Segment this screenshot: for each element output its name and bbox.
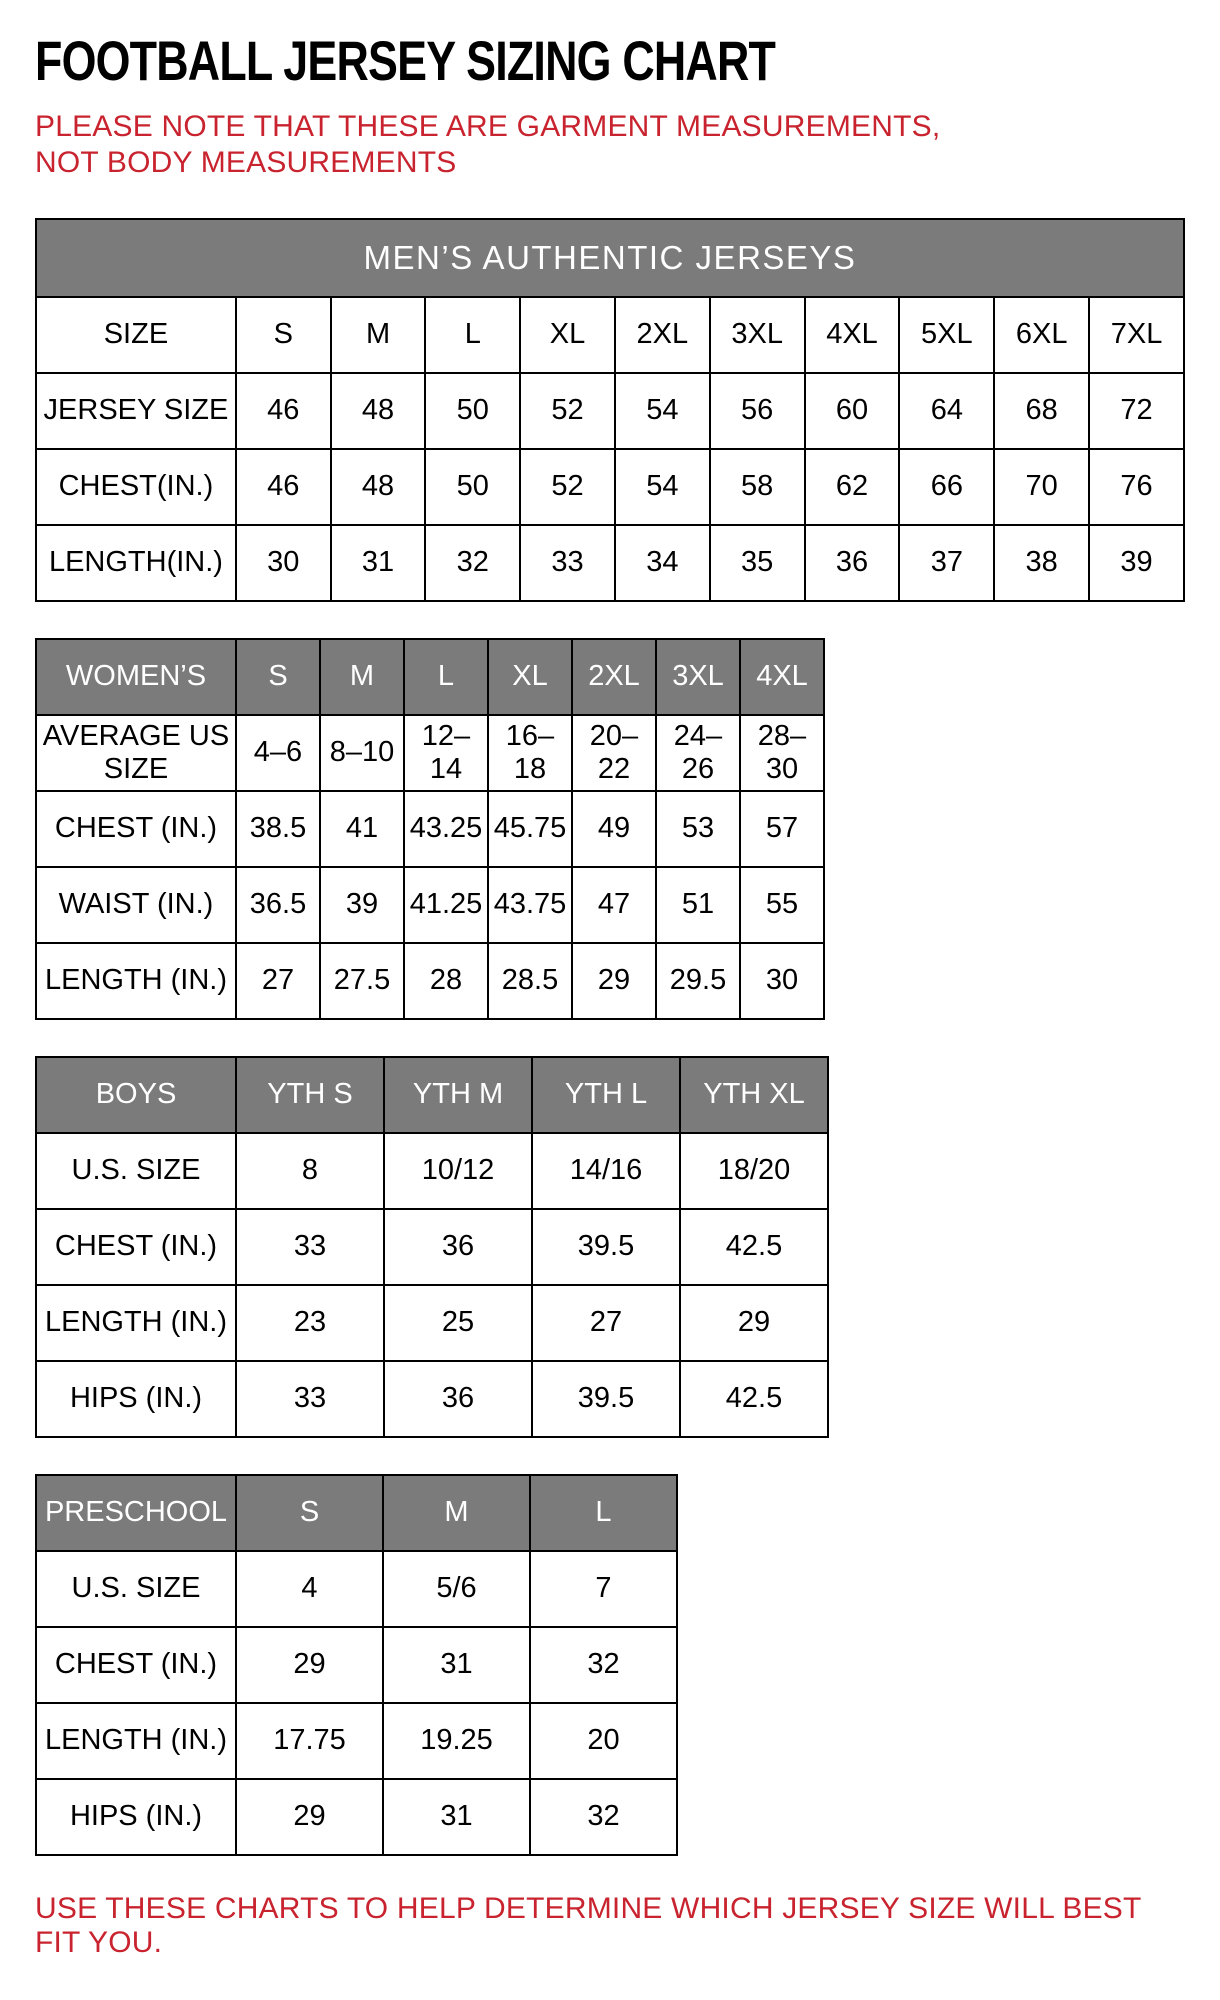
mens-cell: 36 xyxy=(805,525,900,601)
mens-cell: 34 xyxy=(615,525,710,601)
mens-cell: 50 xyxy=(425,449,520,525)
boys-cell: 27 xyxy=(532,1285,680,1361)
preschool-sizing-table xyxy=(35,1474,678,1856)
boys-cell: 33 xyxy=(236,1361,384,1437)
boys-cell: 23 xyxy=(236,1285,384,1361)
mens-cell: 58 xyxy=(710,449,805,525)
womens-cell: 55 xyxy=(740,867,824,943)
preschool-table-row xyxy=(36,1551,677,1627)
mens-cell: 31 xyxy=(331,525,426,601)
womens-cell: 29.5 xyxy=(656,943,740,1019)
womens-cell: 41.25 xyxy=(404,867,488,943)
womens-cell: 4–6 xyxy=(236,715,320,791)
preschool-cell: 32 xyxy=(530,1627,677,1703)
womens-row-label: CHEST (IN.) xyxy=(36,791,236,867)
mens-cell: 48 xyxy=(331,449,426,525)
preschool-cell: 20 xyxy=(530,1703,677,1779)
womens-cell: 28–30 xyxy=(740,715,824,791)
preschool-header-row xyxy=(36,1475,677,1551)
boys-cell: 42.5 xyxy=(680,1209,828,1285)
mens-cell: 52 xyxy=(520,449,615,525)
mens-table-row xyxy=(36,373,1184,449)
womens-cell: 53 xyxy=(656,791,740,867)
preschool-row-label: CHEST (IN.) xyxy=(36,1627,236,1703)
mens-cell: L xyxy=(425,297,520,373)
mens-cell: 48 xyxy=(331,373,426,449)
womens-cell: 30 xyxy=(740,943,824,1019)
mens-table-title: MEN’S AUTHENTIC JERSEYS xyxy=(36,219,1184,297)
womens-cell: 41 xyxy=(320,791,404,867)
mens-banner-row xyxy=(36,219,1184,297)
preschool-cell: 7 xyxy=(530,1551,677,1627)
womens-column-header: 4XL xyxy=(740,639,824,715)
womens-table-row xyxy=(36,791,824,867)
preschool-cell: 32 xyxy=(530,1779,677,1855)
womens-sizing-table xyxy=(35,638,825,1020)
mens-cell: 76 xyxy=(1089,449,1184,525)
preschool-row-label: LENGTH (IN.) xyxy=(36,1703,236,1779)
boys-cell: 39.5 xyxy=(532,1361,680,1437)
page-title: FOOTBALL JERSEY SIZING CHART xyxy=(35,29,776,92)
womens-cell: 8–10 xyxy=(320,715,404,791)
mens-cell: 35 xyxy=(710,525,805,601)
boys-cell: 10/12 xyxy=(384,1133,532,1209)
womens-cell: 51 xyxy=(656,867,740,943)
mens-cell: 54 xyxy=(615,449,710,525)
mens-cell: 66 xyxy=(899,449,994,525)
mens-cell: 46 xyxy=(236,449,331,525)
mens-row-label: LENGTH(IN.) xyxy=(36,525,236,601)
womens-column-header: 2XL xyxy=(572,639,656,715)
mens-table-row xyxy=(36,449,1184,525)
preschool-cell: 31 xyxy=(383,1627,530,1703)
preschool-cell: 4 xyxy=(236,1551,383,1627)
preschool-table-row xyxy=(36,1703,677,1779)
mens-row-label: JERSEY SIZE xyxy=(36,373,236,449)
mens-cell: 46 xyxy=(236,373,331,449)
womens-cell: 57 xyxy=(740,791,824,867)
boys-table-row xyxy=(36,1133,828,1209)
boys-header-label: BOYS xyxy=(36,1057,236,1133)
preschool-cell: 17.75 xyxy=(236,1703,383,1779)
mens-cell: 33 xyxy=(520,525,615,601)
mens-cell: 3XL xyxy=(710,297,805,373)
mens-cell: 7XL xyxy=(1089,297,1184,373)
preschool-column-header: S xyxy=(236,1475,383,1551)
boys-cell: 39.5 xyxy=(532,1209,680,1285)
mens-cell: 6XL xyxy=(994,297,1089,373)
boys-column-header: YTH S xyxy=(236,1057,384,1133)
boys-column-header: YTH M xyxy=(384,1057,532,1133)
boys-cell: 25 xyxy=(384,1285,532,1361)
boys-cell: 8 xyxy=(236,1133,384,1209)
mens-cell: 64 xyxy=(899,373,994,449)
mens-cell: 32 xyxy=(425,525,520,601)
preschool-cell: 19.25 xyxy=(383,1703,530,1779)
womens-cell: 27.5 xyxy=(320,943,404,1019)
mens-cell: 54 xyxy=(615,373,710,449)
womens-cell: 12–14 xyxy=(404,715,488,791)
boys-row-label: U.S. SIZE xyxy=(36,1133,236,1209)
womens-cell: 39 xyxy=(320,867,404,943)
mens-cell: 2XL xyxy=(615,297,710,373)
womens-column-header: S xyxy=(236,639,320,715)
mens-cell: 37 xyxy=(899,525,994,601)
womens-header-label: WOMEN’S xyxy=(36,639,236,715)
mens-cell: 38 xyxy=(994,525,1089,601)
preschool-table-row xyxy=(36,1627,677,1703)
womens-column-header: 3XL xyxy=(656,639,740,715)
womens-cell: 36.5 xyxy=(236,867,320,943)
womens-cell: 24–26 xyxy=(656,715,740,791)
womens-column-header: M xyxy=(320,639,404,715)
mens-cell: S xyxy=(236,297,331,373)
preschool-header-label: PRESCHOOL xyxy=(36,1475,236,1551)
boys-table-row xyxy=(36,1209,828,1285)
footer-note: USE THESE CHARTS TO HELP DETERMINE WHICH JERSEY SIZE WILL BEST FIT YOU. xyxy=(35,1891,1141,1959)
mens-cell: 60 xyxy=(805,373,900,449)
womens-row-label: WAIST (IN.) xyxy=(36,867,236,943)
mens-row-label: SIZE xyxy=(36,297,236,373)
womens-cell: 47 xyxy=(572,867,656,943)
boys-cell: 29 xyxy=(680,1285,828,1361)
mens-cell: 70 xyxy=(994,449,1089,525)
boys-column-header: YTH L xyxy=(532,1057,680,1133)
womens-cell: 38.5 xyxy=(236,791,320,867)
boys-cell: 33 xyxy=(236,1209,384,1285)
mens-cell: 52 xyxy=(520,373,615,449)
mens-cell: M xyxy=(331,297,426,373)
boys-table-row xyxy=(36,1285,828,1361)
womens-row-label: LENGTH (IN.) xyxy=(36,943,236,1019)
boys-cell: 14/16 xyxy=(532,1133,680,1209)
mens-sizing-table xyxy=(35,218,1185,602)
boys-cell: 36 xyxy=(384,1209,532,1285)
mens-row-label: CHEST(IN.) xyxy=(36,449,236,525)
mens-cell: 39 xyxy=(1089,525,1184,601)
boys-row-label: LENGTH (IN.) xyxy=(36,1285,236,1361)
womens-cell: 20–22 xyxy=(572,715,656,791)
garment-measurements-note: PLEASE NOTE THAT THESE ARE GARMENT MEASUREMENTS, NOT BODY MEASUREMENTS xyxy=(35,109,941,180)
womens-cell: 29 xyxy=(572,943,656,1019)
preschool-table-row xyxy=(36,1779,677,1855)
mens-cell: 56 xyxy=(710,373,805,449)
womens-cell: 16–18 xyxy=(488,715,572,791)
preschool-column-header: M xyxy=(383,1475,530,1551)
womens-cell: 28 xyxy=(404,943,488,1019)
boys-sizing-table xyxy=(35,1056,829,1438)
womens-table-row xyxy=(36,867,824,943)
preschool-cell: 5/6 xyxy=(383,1551,530,1627)
preschool-column-header: L xyxy=(530,1475,677,1551)
preschool-row-label: U.S. SIZE xyxy=(36,1551,236,1627)
boys-table-row xyxy=(36,1361,828,1437)
mens-table-row xyxy=(36,297,1184,373)
mens-table-row xyxy=(36,525,1184,601)
boys-cell: 42.5 xyxy=(680,1361,828,1437)
preschool-row-label: HIPS (IN.) xyxy=(36,1779,236,1855)
mens-cell: 50 xyxy=(425,373,520,449)
boys-column-header: YTH XL xyxy=(680,1057,828,1133)
boys-cell: 36 xyxy=(384,1361,532,1437)
womens-table-row xyxy=(36,943,824,1019)
mens-cell: 72 xyxy=(1089,373,1184,449)
womens-cell: 49 xyxy=(572,791,656,867)
mens-cell: 5XL xyxy=(899,297,994,373)
womens-cell: 45.75 xyxy=(488,791,572,867)
womens-column-header: L xyxy=(404,639,488,715)
mens-cell: 4XL xyxy=(805,297,900,373)
preschool-cell: 29 xyxy=(236,1627,383,1703)
womens-cell: 28.5 xyxy=(488,943,572,1019)
preschool-cell: 29 xyxy=(236,1779,383,1855)
boys-row-label: CHEST (IN.) xyxy=(36,1209,236,1285)
womens-table-row xyxy=(36,715,824,791)
womens-cell: 27 xyxy=(236,943,320,1019)
womens-column-header: XL xyxy=(488,639,572,715)
womens-row-label: AVERAGE US SIZE xyxy=(36,715,236,791)
mens-cell: 68 xyxy=(994,373,1089,449)
womens-header-row xyxy=(36,639,824,715)
boys-header-row xyxy=(36,1057,828,1133)
boys-row-label: HIPS (IN.) xyxy=(36,1361,236,1437)
preschool-cell: 31 xyxy=(383,1779,530,1855)
mens-cell: 30 xyxy=(236,525,331,601)
mens-cell: 62 xyxy=(805,449,900,525)
womens-cell: 43.75 xyxy=(488,867,572,943)
mens-cell: XL xyxy=(520,297,615,373)
boys-cell: 18/20 xyxy=(680,1133,828,1209)
womens-cell: 43.25 xyxy=(404,791,488,867)
